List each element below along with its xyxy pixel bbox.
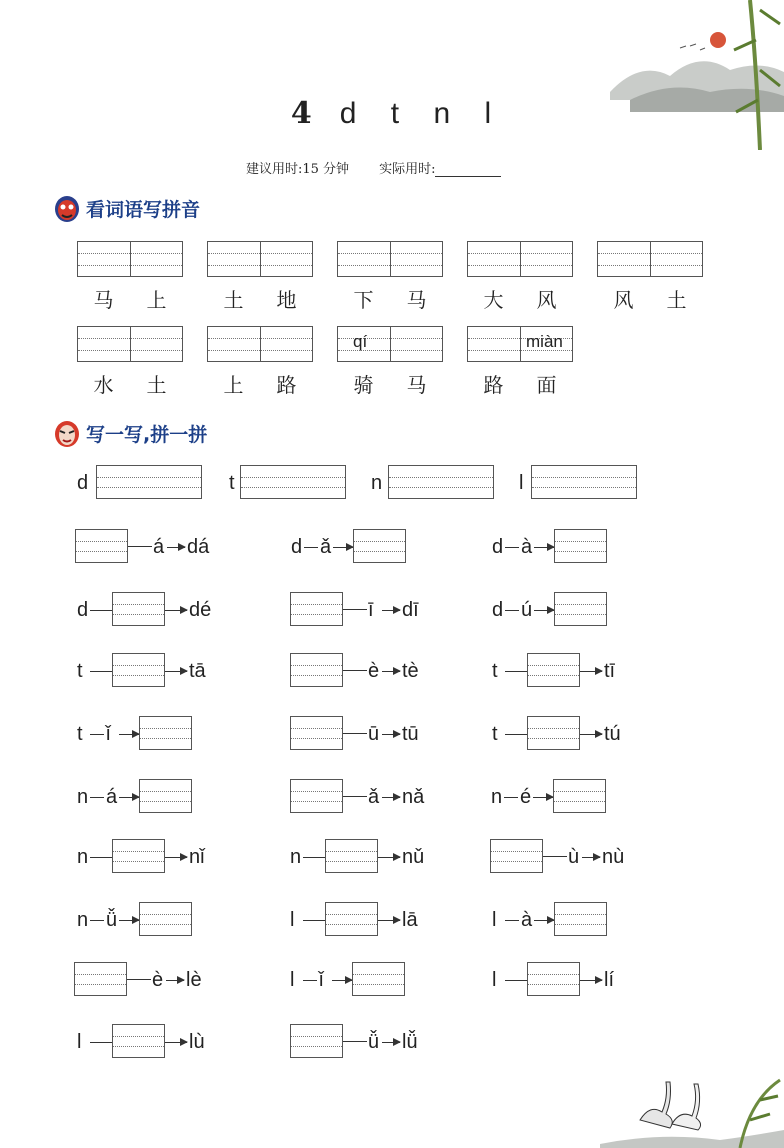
final-letter: ú xyxy=(521,599,533,621)
connector-line xyxy=(505,734,527,735)
connector-line xyxy=(505,547,519,548)
initial-letter: l xyxy=(77,1031,82,1053)
final-letter: à xyxy=(521,909,533,931)
syllable: dá xyxy=(187,536,210,558)
time-line xyxy=(246,158,501,177)
initial-letter: d xyxy=(492,599,504,621)
writing-box[interactable] xyxy=(112,592,165,626)
chinese-char: 风 xyxy=(536,288,557,312)
chinese-word xyxy=(207,369,313,398)
opera-mask-icon xyxy=(54,419,80,447)
initial-letter: t xyxy=(229,472,235,494)
final-letter: ǚ xyxy=(106,909,118,931)
writing-box[interactable] xyxy=(290,716,343,750)
pinyin-writing-box[interactable] xyxy=(467,241,573,277)
chinese-word xyxy=(337,284,443,313)
chinese-char: 风 xyxy=(613,288,634,312)
syllable: nǐ xyxy=(189,846,205,868)
suggested-time: 建议用时:15 分钟 xyxy=(246,162,350,177)
chinese-char: 路 xyxy=(483,373,504,397)
chinese-char: 水 xyxy=(93,373,114,397)
final-letter: ǚ xyxy=(368,1031,380,1053)
writing-box[interactable] xyxy=(527,716,580,750)
arrow-icon xyxy=(378,920,400,921)
initial-letter: l xyxy=(492,969,497,991)
chinese-char: 上 xyxy=(223,373,244,397)
connector-line xyxy=(343,609,367,610)
chinese-char: 骑 xyxy=(353,373,374,397)
syllable: lǚ xyxy=(402,1031,418,1053)
arrow-icon xyxy=(167,547,185,548)
initial-letter: t xyxy=(77,660,83,682)
syllable: tā xyxy=(189,660,206,682)
opera-mask-icon xyxy=(54,194,80,222)
syllable: lù xyxy=(189,1031,205,1053)
chinese-char: 面 xyxy=(536,373,557,397)
chinese-char: 路 xyxy=(276,373,297,397)
pinyin-writing-box[interactable] xyxy=(467,326,573,362)
writing-box[interactable] xyxy=(388,465,494,499)
initial-letter: l xyxy=(290,909,295,931)
arrow-icon xyxy=(382,1042,400,1043)
syllable: tī xyxy=(604,660,616,682)
section-1-label: 看词语写拼音 xyxy=(86,198,201,221)
arrow-icon xyxy=(165,671,187,672)
arrow-icon xyxy=(119,797,139,798)
connector-line xyxy=(304,547,318,548)
arrow-icon xyxy=(580,734,602,735)
arrow-icon xyxy=(582,857,600,858)
final-letter: ū xyxy=(368,723,380,745)
actual-time-blank[interactable] xyxy=(435,162,501,177)
writing-box[interactable] xyxy=(531,465,637,499)
arrow-icon xyxy=(534,920,554,921)
arrow-icon xyxy=(333,547,353,548)
arrow-icon xyxy=(378,857,400,858)
writing-box[interactable] xyxy=(112,839,165,873)
writing-box[interactable] xyxy=(139,716,192,750)
arrow-icon xyxy=(382,610,400,611)
writing-box[interactable] xyxy=(527,962,580,996)
chinese-char: 上 xyxy=(146,288,167,312)
arrow-icon xyxy=(382,797,400,798)
writing-box[interactable] xyxy=(554,592,607,626)
arrow-icon xyxy=(382,671,400,672)
writing-box[interactable] xyxy=(553,779,606,813)
arrow-icon xyxy=(165,1042,187,1043)
initial-letter: l xyxy=(290,969,295,991)
initial-letter: d xyxy=(77,599,89,621)
final-letter: è xyxy=(152,969,164,991)
connector-line xyxy=(90,857,112,858)
arrow-icon xyxy=(580,980,602,981)
arrow-icon xyxy=(119,734,139,735)
chinese-char: 土 xyxy=(666,288,687,312)
connector-line xyxy=(90,1042,112,1043)
pinyin-writing-box[interactable] xyxy=(207,326,313,362)
connector-line xyxy=(504,797,518,798)
chinese-word xyxy=(77,369,183,398)
chinese-char: 地 xyxy=(276,288,297,312)
writing-box[interactable] xyxy=(490,839,543,873)
initial-letter: n xyxy=(77,786,89,808)
connector-line xyxy=(505,920,519,921)
final-letter: è xyxy=(368,660,380,682)
syllable: lè xyxy=(186,969,202,991)
writing-box[interactable] xyxy=(352,962,405,996)
writing-box[interactable] xyxy=(290,1024,343,1058)
initial-letter: d xyxy=(291,536,303,558)
pinyin-writing-box[interactable] xyxy=(77,241,183,277)
connector-line xyxy=(90,797,104,798)
final-letter: ī xyxy=(368,599,374,621)
arrow-icon xyxy=(382,734,400,735)
chinese-word xyxy=(77,284,183,313)
syllable: dī xyxy=(402,599,419,621)
arrow-icon xyxy=(332,980,352,981)
writing-box[interactable] xyxy=(96,465,202,499)
pinyin-writing-box[interactable] xyxy=(597,241,703,277)
writing-box[interactable] xyxy=(112,653,165,687)
syllable: tè xyxy=(402,660,419,682)
connector-line xyxy=(90,734,104,735)
chinese-word xyxy=(467,284,573,313)
chinese-char: 大 xyxy=(483,288,504,312)
final-letter: á xyxy=(106,786,118,808)
chinese-char: 土 xyxy=(146,373,167,397)
connector-line xyxy=(343,1041,367,1042)
chinese-char: 下 xyxy=(353,288,374,312)
arrow-icon xyxy=(580,671,602,672)
pinyin-writing-box[interactable] xyxy=(207,241,313,277)
initial-letter: n xyxy=(290,846,302,868)
chinese-word xyxy=(207,284,313,313)
final-letter: à xyxy=(521,536,533,558)
section-2-label: 写一写,拼一拼 xyxy=(86,423,208,446)
connector-line xyxy=(127,979,151,980)
syllable: lā xyxy=(402,909,418,931)
syllable: nǔ xyxy=(402,846,425,868)
section-1-title xyxy=(54,194,200,222)
connector-line xyxy=(128,546,152,547)
writing-box[interactable] xyxy=(325,839,378,873)
initial-letter: d xyxy=(77,472,89,494)
syllable: nù xyxy=(602,846,625,868)
arrow-icon xyxy=(533,797,553,798)
arrow-icon xyxy=(119,920,139,921)
final-letter: á xyxy=(153,536,165,558)
page-title xyxy=(0,96,784,131)
initial-letter: n xyxy=(77,846,89,868)
writing-box[interactable] xyxy=(527,653,580,687)
arrow-icon xyxy=(534,610,554,611)
writing-box[interactable] xyxy=(112,1024,165,1058)
writing-box[interactable] xyxy=(290,779,343,813)
initial-letter: d xyxy=(492,536,504,558)
connector-line xyxy=(343,670,367,671)
lesson-number: 4 xyxy=(290,96,314,131)
writing-box[interactable] xyxy=(74,962,127,996)
writing-box[interactable] xyxy=(353,529,406,563)
writing-box[interactable] xyxy=(290,653,343,687)
connector-line xyxy=(90,920,104,921)
arrow-icon xyxy=(165,610,187,611)
initial-letter: n xyxy=(491,786,503,808)
final-letter: ǐ xyxy=(106,723,111,745)
pinyin-writing-box[interactable] xyxy=(337,326,443,362)
chinese-word xyxy=(597,284,703,313)
connector-line xyxy=(90,671,112,672)
chinese-char: 马 xyxy=(406,373,427,397)
connector-line xyxy=(543,856,567,857)
writing-box[interactable] xyxy=(139,779,192,813)
chinese-char: 马 xyxy=(406,288,427,312)
initial-letter: n xyxy=(77,909,89,931)
connector-line xyxy=(303,980,317,981)
syllable: nǎ xyxy=(402,786,425,808)
cranes-decoration xyxy=(600,1040,784,1148)
final-letter: ǎ xyxy=(320,536,332,558)
syllable: lí xyxy=(604,969,614,991)
initial-letter: l xyxy=(492,909,497,931)
writing-box[interactable] xyxy=(240,465,346,499)
initial-letter: t xyxy=(77,723,83,745)
writing-box[interactable] xyxy=(554,529,607,563)
actual-time-label: 实际用时: xyxy=(379,162,436,177)
chinese-word xyxy=(337,369,443,398)
syllable: dé xyxy=(189,599,212,621)
pinyin-writing-box[interactable] xyxy=(77,326,183,362)
section-2-title xyxy=(54,419,207,447)
syllable: tū xyxy=(402,723,419,745)
connector-line xyxy=(343,733,367,734)
chinese-char: 马 xyxy=(93,288,114,312)
pinyin-hint: miàn xyxy=(526,332,563,351)
final-letter: ǐ xyxy=(319,969,324,991)
lesson-letters: d t n l xyxy=(339,97,494,130)
pinyin-writing-box[interactable] xyxy=(337,241,443,277)
connector-line xyxy=(303,920,325,921)
connector-line xyxy=(505,610,519,611)
initial-letter: l xyxy=(519,472,524,494)
chinese-char: 土 xyxy=(223,288,244,312)
writing-box[interactable] xyxy=(325,902,378,936)
writing-box[interactable] xyxy=(554,902,607,936)
connector-line xyxy=(343,796,367,797)
writing-box[interactable] xyxy=(139,902,192,936)
arrow-icon xyxy=(165,857,187,858)
final-letter: ǎ xyxy=(368,786,380,808)
connector-line xyxy=(303,857,325,858)
final-letter: ù xyxy=(568,846,580,868)
arrow-icon xyxy=(534,547,554,548)
connector-line xyxy=(505,980,527,981)
connector-line xyxy=(505,671,527,672)
final-letter: é xyxy=(520,786,532,808)
initial-letter: t xyxy=(492,723,498,745)
pinyin-hint: qí xyxy=(353,332,368,351)
syllable: tú xyxy=(604,723,621,745)
chinese-word xyxy=(467,369,573,398)
writing-box[interactable] xyxy=(75,529,128,563)
initial-letter: n xyxy=(371,472,383,494)
arrow-icon xyxy=(166,980,184,981)
writing-box[interactable] xyxy=(290,592,343,626)
connector-line xyxy=(90,610,112,611)
initial-letter: t xyxy=(492,660,498,682)
